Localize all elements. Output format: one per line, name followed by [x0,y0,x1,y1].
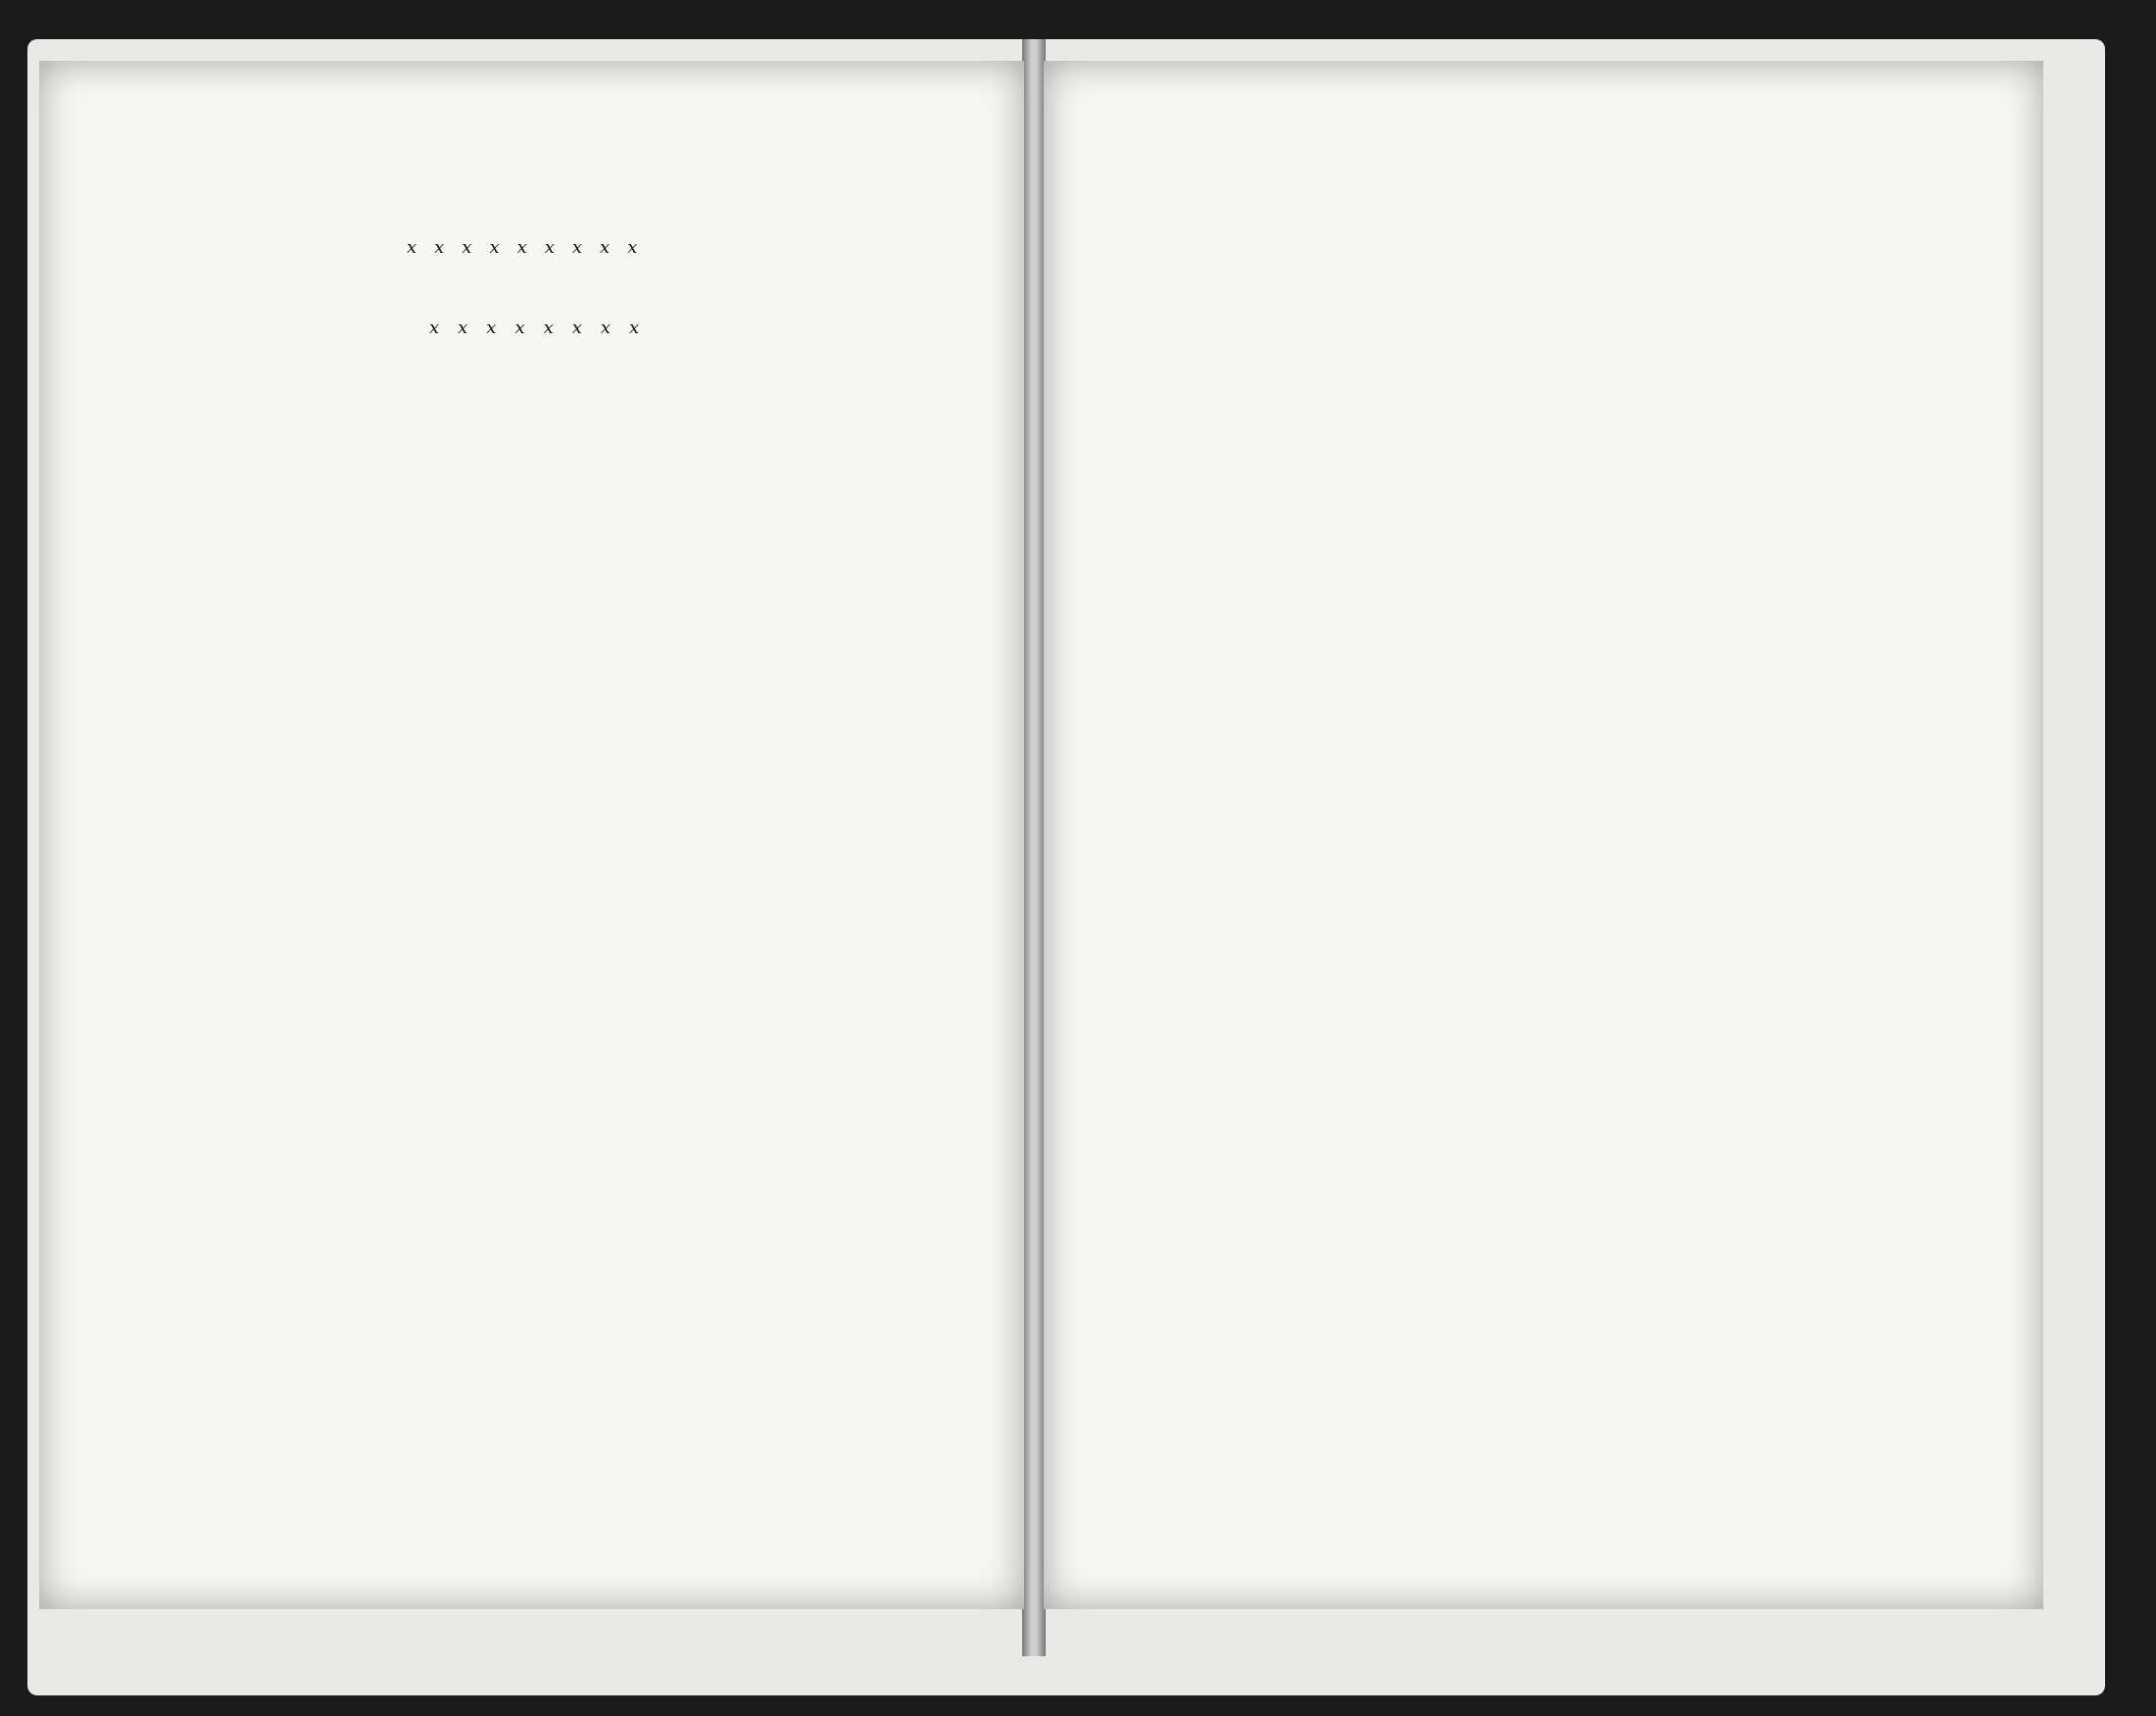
left-page [39,61,1024,1609]
right-page [1044,61,2043,1609]
row-3-marks: xxxxxxxx [429,318,659,338]
right-ruling [1044,61,2043,1609]
row-1-marks: xxxxxxxxx [407,237,656,258]
left-ruling [39,61,1024,1609]
book-gutter [1022,39,1046,1656]
